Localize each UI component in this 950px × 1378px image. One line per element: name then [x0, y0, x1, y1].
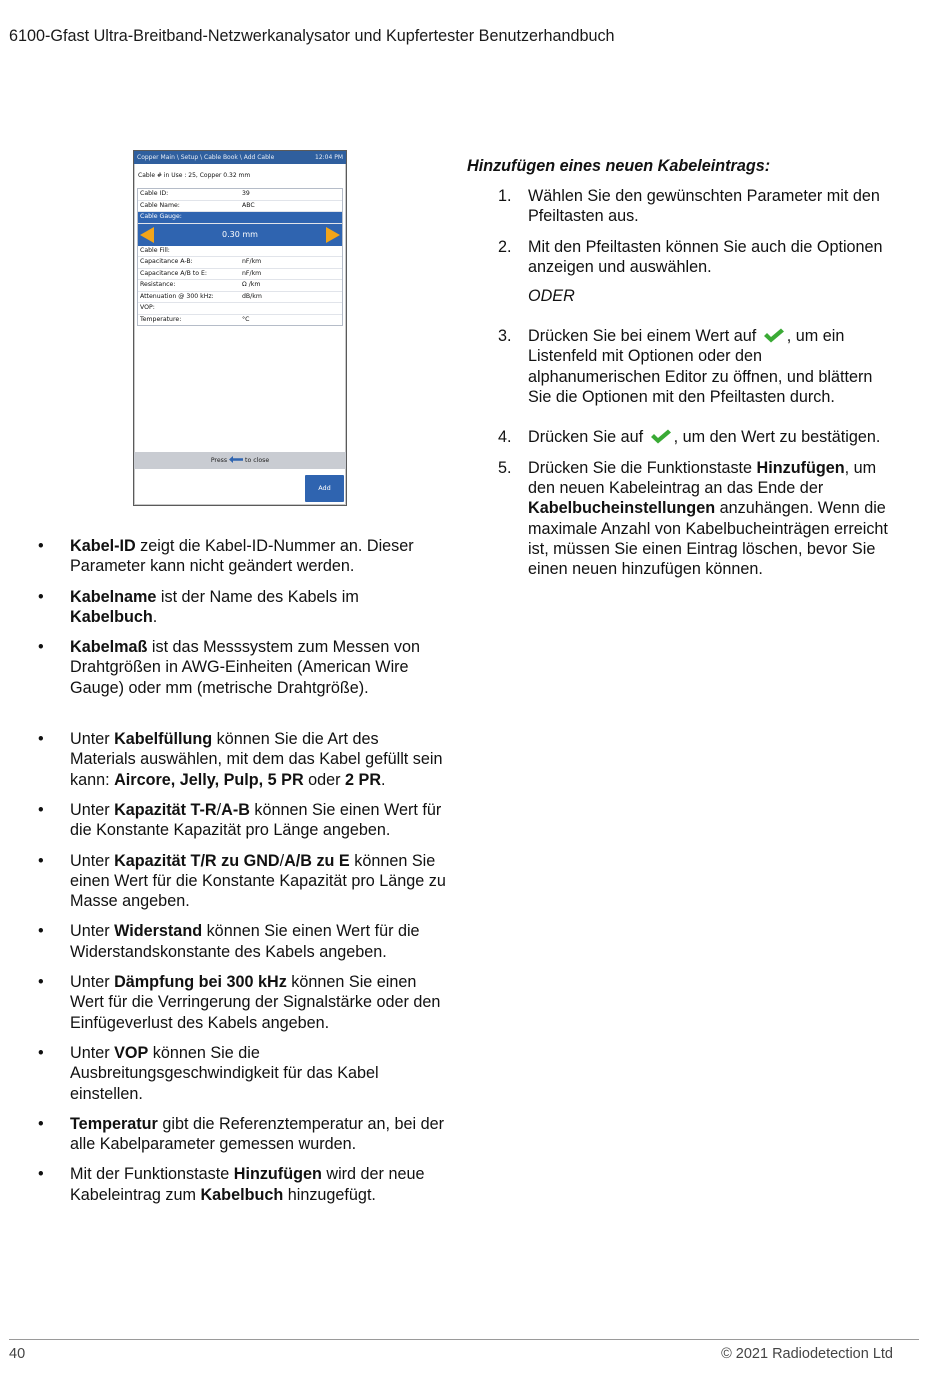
bullet-icon: •: [38, 587, 44, 606]
item-text: Unter: [70, 800, 115, 819]
bold-term: Hinzufügen: [233, 1165, 322, 1184]
step-text: Mit den Pfeiltasten können Sie auch die Optionen anzeigen und auswählen.: [528, 237, 883, 276]
hint-close-text: to close: [245, 457, 270, 464]
list-item: [38, 1043, 448, 1104]
row-label: Cable Name:: [140, 201, 180, 209]
bold-term: 2 PR: [345, 770, 382, 789]
bold-term: Hinzufügen: [756, 458, 845, 477]
row-value: nF/km: [242, 258, 262, 265]
bold-term: Aircore, Jelly, Pulp, 5 PR: [114, 770, 304, 789]
oder-label: ODER: [528, 287, 575, 306]
step-item: [467, 427, 897, 447]
device-row-temperature[interactable]: [138, 315, 342, 326]
device-row-cable-gauge[interactable]: [138, 212, 342, 224]
bullet-icon: •: [38, 922, 44, 941]
bullet-icon: •: [38, 851, 44, 870]
arrow-left-icon[interactable]: [140, 227, 154, 243]
step-number: 2.: [498, 237, 512, 256]
bold-term: Kapazität T/R zu GND: [114, 851, 280, 870]
device-row-cable-fill[interactable]: [138, 246, 342, 258]
page-number: 40: [9, 1346, 26, 1362]
right-column: [467, 157, 897, 589]
bold-term: Kabel-ID: [70, 537, 136, 555]
device-add-button[interactable]: Add: [305, 475, 344, 502]
row-label: Cable Fill:: [140, 246, 170, 254]
item-text: Unter: [70, 730, 115, 749]
row-label: Cable ID:: [140, 190, 169, 197]
device-row-capacitance-ab-e[interactable]: [138, 269, 342, 281]
spacer: [38, 708, 448, 729]
arrow-right-icon[interactable]: [326, 227, 340, 243]
item-text: ist der Name des Kabels im: [156, 587, 359, 606]
step-text: , um den Wert zu bestätigen.: [673, 428, 881, 447]
footer-divider: [9, 1339, 919, 1340]
item-text: Unter: [70, 973, 115, 992]
row-value: °C: [242, 315, 250, 323]
item-text: können Sie einen Wert für die Konstante Kapazität pro Länge angeben.: [70, 800, 442, 840]
step-text: Wählen Sie den gewünschten Parameter mit den Pfeiltasten aus.: [528, 187, 880, 226]
device-hint-bar: [134, 452, 346, 469]
bold-term: A-B: [221, 800, 250, 819]
back-arrow-icon: [229, 456, 243, 463]
row-value: ABC: [242, 201, 255, 209]
row-label: Resistance:: [140, 281, 176, 288]
row-label: Temperature:: [140, 315, 182, 323]
row-value: dB/km: [242, 292, 262, 300]
bold-term: Kabelfüllung: [114, 730, 213, 749]
gauge-value: 0.30 mm: [222, 229, 258, 239]
left-column: [38, 536, 448, 1215]
item-text: Mit der Funktionstaste: [70, 1165, 234, 1184]
list-item: [38, 851, 448, 912]
bullet-icon: •: [38, 730, 44, 749]
device-clock: 12:04 PM: [315, 154, 343, 161]
step-text: , um ein Listenfeld mit Optionen oder den alphanumerischen Editor zu öffnen, und blättern Sie die Optionen mit den Pfeiltasten durch.: [528, 327, 873, 407]
bold-term: Kabelbuch: [200, 1185, 284, 1204]
item-text: ist das Messsystem zum Messen von Drahtgrößen in AWG-Einheiten (American Wire Gauge) oder mm (metrische Drahtgröße).: [70, 638, 420, 697]
item-text: hinzugefügt.: [283, 1185, 376, 1204]
bold-term: Kabelbuch: [70, 607, 153, 626]
step-item: [467, 458, 897, 580]
item-text: .: [381, 770, 386, 789]
item-text: Unter: [70, 1043, 115, 1062]
device-row-cable-id[interactable]: [138, 189, 342, 201]
step-item: [467, 326, 897, 407]
step-text: Drücken Sie die Funktionstaste: [528, 458, 757, 477]
row-label: Capacitance A/B to E:: [140, 269, 207, 277]
bold-term: A/B zu E: [284, 851, 350, 870]
device-parameter-table: [137, 188, 343, 326]
bold-term: Kabelbucheinstellungen: [528, 499, 716, 518]
row-label: Capacitance A-B:: [140, 258, 193, 265]
step-item: [467, 237, 897, 278]
checkmark-icon: [763, 328, 785, 343]
bold-term: Kabelname: [70, 587, 157, 606]
step-text: , um den neuen Kabeleintrag an das Ende der: [528, 458, 877, 497]
bold-term: Temperatur: [70, 1114, 158, 1133]
bold-term: Widerstand: [114, 922, 203, 941]
bullet-icon: •: [38, 537, 44, 555]
list-item: [38, 921, 448, 962]
bold-term: Kapazität T-R: [114, 800, 217, 819]
device-row-cable-name[interactable]: [138, 201, 342, 213]
device-row-capacitance-ab[interactable]: [138, 257, 342, 269]
step-number: 4.: [498, 428, 512, 447]
bold-term: Dämpfung bei 300 kHz: [114, 973, 287, 992]
step-text: Drücken Sie auf: [528, 428, 648, 447]
copyright: © 2021 Radiodetection Ltd: [721, 1346, 893, 1362]
device-title-bar: [134, 151, 346, 164]
step-text: anzuhängen. Wenn die maximale Anzahl von Kabelbucheinträgen erreicht ist, müssen Sie einen Eintrag löschen, bevor Sie einen neuen hinzufügen können.: [528, 499, 888, 579]
section-title: Hinzufügen eines neuen Kabeleintrags:: [467, 157, 771, 175]
item-text: können Sie die Ausbreitungsgeschwindigkeit für das Kabel einstellen.: [70, 1043, 379, 1103]
list-item: [38, 587, 448, 628]
step-number: 3.: [498, 327, 512, 346]
row-value: 39: [242, 190, 250, 197]
item-text: zeigt die Kabel-ID-Nummer an. Dieser Parameter kann nicht geändert werden.: [70, 537, 414, 576]
item-text: gibt die Referenztemperatur an, bei der alle Kabelparameter gemessen wurden.: [70, 1114, 445, 1154]
item-text: wird der neue Kabeleintrag zum: [70, 1165, 425, 1204]
bold-term: Kabelmaß: [70, 638, 148, 657]
bold-term: VOP: [114, 1043, 149, 1062]
item-text: /: [279, 851, 285, 870]
device-gauge-selector[interactable]: [138, 224, 342, 246]
list-item: [38, 1164, 448, 1205]
step-number: 1.: [498, 187, 512, 205]
hint-press-text: Press: [210, 457, 228, 464]
list-item: [38, 972, 448, 1033]
row-label: Cable Gauge:: [140, 213, 182, 220]
row-label: VOP:: [140, 304, 155, 311]
bullet-icon: •: [38, 1165, 44, 1184]
item-text: Unter: [70, 922, 115, 941]
list-item: [38, 536, 448, 577]
step-text: Drücken Sie bei einem Wert auf: [528, 327, 761, 346]
row-value: Ω /km: [242, 281, 261, 288]
list-item: [38, 1114, 448, 1155]
item-text: können Sie einen Wert für die Verringerung der Signalstärke oder den Einfügeverlust des Kabels angeben.: [70, 973, 441, 1032]
item-text: können Sie die Art des Materials auswählen, mit dem das Kabel gefüllt sein kann:: [70, 730, 443, 789]
bullet-icon: •: [38, 1043, 44, 1062]
device-breadcrumb: Copper Main \ Setup \ Cable Book \ Add Cable: [137, 154, 275, 161]
row-value: nF/km: [242, 269, 262, 277]
item-text: .: [152, 607, 158, 626]
list-item: [38, 729, 448, 790]
item-text: können Sie einen Wert für die Konstante Kapazität pro Länge zu Masse angeben.: [70, 851, 446, 911]
step-item: [467, 186, 897, 227]
row-label: Attenuation @ 300 kHz:: [140, 292, 214, 300]
page-header-title: 6100-Gfast Ultra-Breitband-Netzwerkanalysator und Kupfertester Benutzerhandbuch: [9, 27, 615, 45]
bullet-icon: •: [38, 973, 44, 992]
device-screenshot: [133, 150, 347, 506]
device-cable-info: Cable # in Use : 25, Copper 0.32 mm: [138, 172, 251, 179]
item-text: /: [216, 800, 222, 819]
checkmark-icon: [650, 429, 672, 444]
device-row-resistance[interactable]: [138, 280, 342, 292]
item-text: können Sie einen Wert für die Widerstandskonstante des Kabels angeben.: [70, 922, 420, 961]
item-text: oder: [303, 770, 346, 789]
bullet-icon: •: [38, 1114, 44, 1133]
list-item: [38, 637, 448, 698]
bullet-icon: •: [38, 800, 44, 819]
device-row-vop[interactable]: [138, 303, 342, 315]
device-row-attenuation[interactable]: [138, 292, 342, 304]
list-item: [38, 800, 448, 841]
item-text: Unter: [70, 851, 115, 870]
step-number: 5.: [498, 458, 512, 477]
bullet-icon: •: [38, 638, 44, 657]
